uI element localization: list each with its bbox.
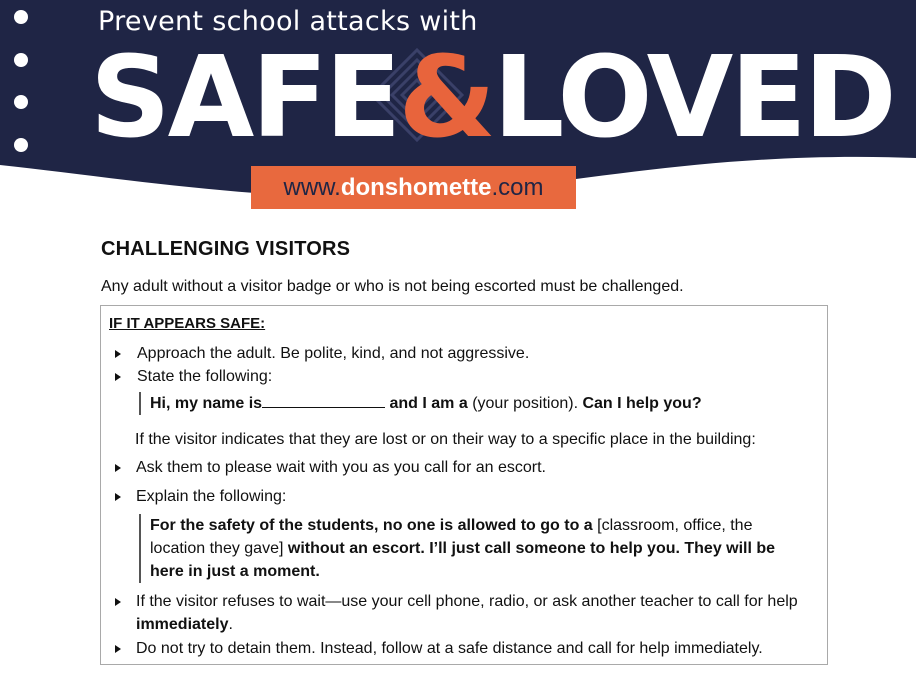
bullet-icon [115,373,121,381]
script-explanation [139,514,808,583]
url-prefix: www. [283,173,341,201]
section-intro: Any adult without a visitor badge or who is not being escorted must be challenged. [101,278,684,295]
quote-greeting-end: Can I help you? [582,395,702,412]
step-explain: Explain the following: [136,488,287,505]
bullet-icon [115,350,121,358]
procedure-box [100,305,828,665]
step-refuse [136,590,808,636]
step-refuse-period: . [228,616,233,633]
header-banner [0,0,916,215]
bullet-icon [115,464,121,472]
bullet-icon [115,645,121,653]
quote-explain-start: For the safety of the students, no one is allowed to go to a [150,517,593,534]
brand-word-loved: LOVED [493,33,894,163]
brand-word-safe: SAFE [90,33,399,163]
quote-greeting-mid: and I am a [385,395,468,412]
section-heading: CHALLENGING VISITORS [101,238,351,260]
tagline: Prevent school attacks with [98,6,478,37]
conditional-note: If the visitor indicates that they are lost or on their way to a specific place in the building: [135,431,756,448]
step-wait: Ask them to please wait with you as you call for an escort. [136,459,546,476]
step-refuse-emphasis: immediately [136,616,229,633]
bullet-icon [115,598,121,606]
quote-greeting-position: (your position). [467,395,583,412]
quote-explain-mid: [classroom, office, the location they gave] [150,517,753,557]
brand-ampersand: & [398,33,494,163]
step-follow: Do not try to detain them. Instead, follow at a safe distance and call for help immediately. [136,640,763,657]
name-blank-line [262,393,385,408]
step-approach: Approach the adult. Be polite, kind, and not aggressive. [137,345,530,362]
box-title: IF IT APPEARS SAFE: [109,315,266,332]
script-greeting [139,392,790,415]
brand-logo [90,33,894,163]
quote-explain-end: without an escort. I’ll just call someone to help you. They will be here in just a moment. [150,540,776,580]
url-suffix: .com [491,173,544,201]
bullet-icon [115,493,121,501]
step-refuse-text: If the visitor refuses to wait—use your cell phone, radio, or ask another teacher to call for help [136,593,798,610]
url-domain: donshomette [340,173,492,201]
website-link[interactable] [251,166,576,209]
step-state: State the following: [137,368,273,385]
quote-greeting-start: Hi, my name is [150,395,263,412]
